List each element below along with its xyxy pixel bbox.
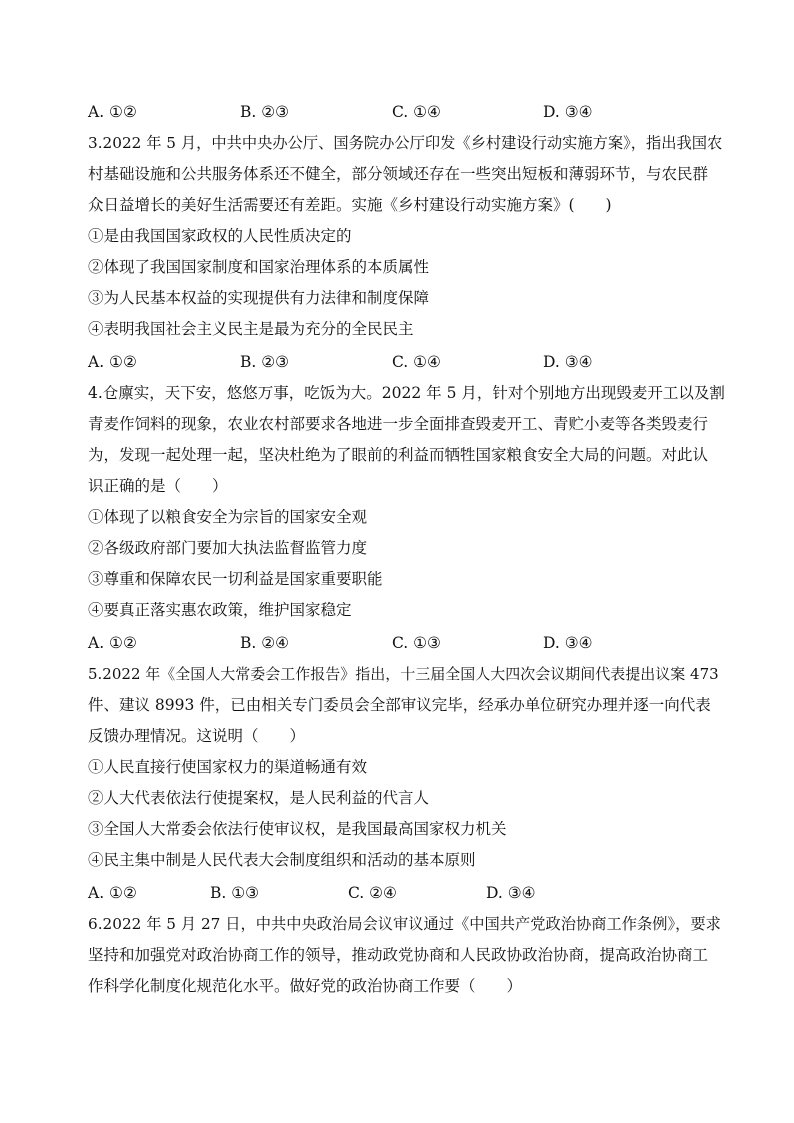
q5-statement-4: ④民主集中制是人民代表大会制度组织和活动的基本原则: [88, 851, 476, 869]
q4-stem-line-4: 识正确的是（ ）: [88, 477, 228, 495]
q3-option-c[interactable]: C. ①④: [392, 353, 441, 371]
q6-stem-line-3: 作科学化制度化规范化水平。做好党的政治协商工作要（ ）: [88, 977, 523, 995]
q2-option-c[interactable]: C. ①④: [392, 103, 441, 121]
q3-option-d[interactable]: D. ③④: [543, 353, 593, 371]
q3-statement-3: ③为人民基本权益的实现提供有力法律和制度保障: [88, 289, 430, 307]
q2-option-b[interactable]: B. ②③: [240, 103, 290, 121]
q5-option-b[interactable]: B. ①③: [210, 884, 260, 902]
q3-options: [88, 352, 728, 372]
q5-option-c[interactable]: C. ②④: [348, 884, 397, 902]
q5-statement-3: ③全国人大常委会依法行使审议权，是我国最高国家权力机关: [88, 820, 507, 838]
q4-statement-2: ②各级政府部门要加大执法监督监管力度: [88, 539, 368, 557]
q4-statement-3: ③尊重和保障农民一切利益是国家重要职能: [88, 570, 383, 588]
q5-option-d[interactable]: D. ③④: [486, 884, 536, 902]
q2-option-a[interactable]: A. ①②: [88, 103, 137, 121]
q4-option-d[interactable]: D. ③④: [543, 634, 593, 652]
q3-option-a[interactable]: A. ①②: [88, 353, 137, 371]
q3-option-b[interactable]: B. ②③: [240, 353, 290, 371]
q5-stem-line-1: 5.2022 年《全国人大常委会工作报告》指出，十三届全国人大四次会议期间代表提出议案 473: [88, 665, 719, 683]
q5-option-a[interactable]: A. ①②: [88, 884, 137, 902]
q4-stem-line-3: 为，发现一起处理一起，坚决杜绝为了眼前的利益而牺牲国家粮食安全大局的问题。对此认: [88, 446, 709, 464]
q4-stem-line-2: 青麦作饲料的现象，农业农村部要求各地进一步全面排查毁麦开工、青贮小麦等各类毁麦行: [88, 415, 709, 433]
q3-stem-line-3: 众日益增长的美好生活需要还有差距。实施《乡村建设行动实施方案》( ): [88, 196, 612, 214]
q3-statement-2: ②体现了我国国家制度和国家治理体系的本质属性: [88, 258, 430, 276]
q5-statement-2: ②人大代表依法行使提案权，是人民利益的代言人: [88, 789, 430, 807]
q4-stem-line-1: 4.仓廪实，天下安，悠悠万事，吃饭为大。2022 年 5 月，针对个别地方出现毁麦开工以及割: [88, 384, 725, 402]
q3-stem-line-2: 村基础设施和公共服务体系还不健全，部分领域还存在一些突出短板和薄弱环节，与农民群: [88, 165, 709, 183]
q2-option-d[interactable]: D. ③④: [543, 103, 593, 121]
q2-options: [88, 102, 728, 122]
q4-option-b[interactable]: B. ②④: [240, 634, 290, 652]
q3-statement-1: ①是由我国国家政权的人民性质决定的: [88, 227, 352, 245]
q4-statement-4: ④要真正落实惠农政策，维护国家稳定: [88, 601, 352, 619]
q4-options: [88, 633, 728, 653]
q5-options: [88, 883, 728, 903]
q5-statement-1: ①人民直接行使国家权力的渠道畅通有效: [88, 758, 368, 776]
q6-stem-line-1: 6.2022 年 5 月 27 日，中共中央政治局会议审议通过《中国共产党政治协商工作条例》，要求: [88, 915, 721, 933]
q3-statement-4: ④表明我国社会主义民主是最为充分的全民民主: [88, 320, 414, 338]
q4-option-a[interactable]: A. ①②: [88, 634, 137, 652]
q5-stem-line-3: 反馈办理情况。这说明（ ）: [88, 727, 306, 745]
q4-statement-1: ①体现了以粮食安全为宗旨的国家安全观: [88, 508, 368, 526]
q5-stem-line-2: 件、建议 8993 件，已由相关专门委员会全部审议完毕，经承办单位研究办理并逐一向代表: [88, 696, 711, 714]
q4-option-c[interactable]: C. ①③: [392, 634, 441, 652]
q3-stem-line-1: 3.2022 年 5 月，中共中央办公厅、国务院办公厅印发《乡村建设行动实施方案》，指出我国农: [88, 134, 723, 152]
q6-stem-line-2: 坚持和加强党对政治协商工作的领导，推动政党协商和人民政协政治协商，提高政治协商工: [88, 946, 709, 964]
